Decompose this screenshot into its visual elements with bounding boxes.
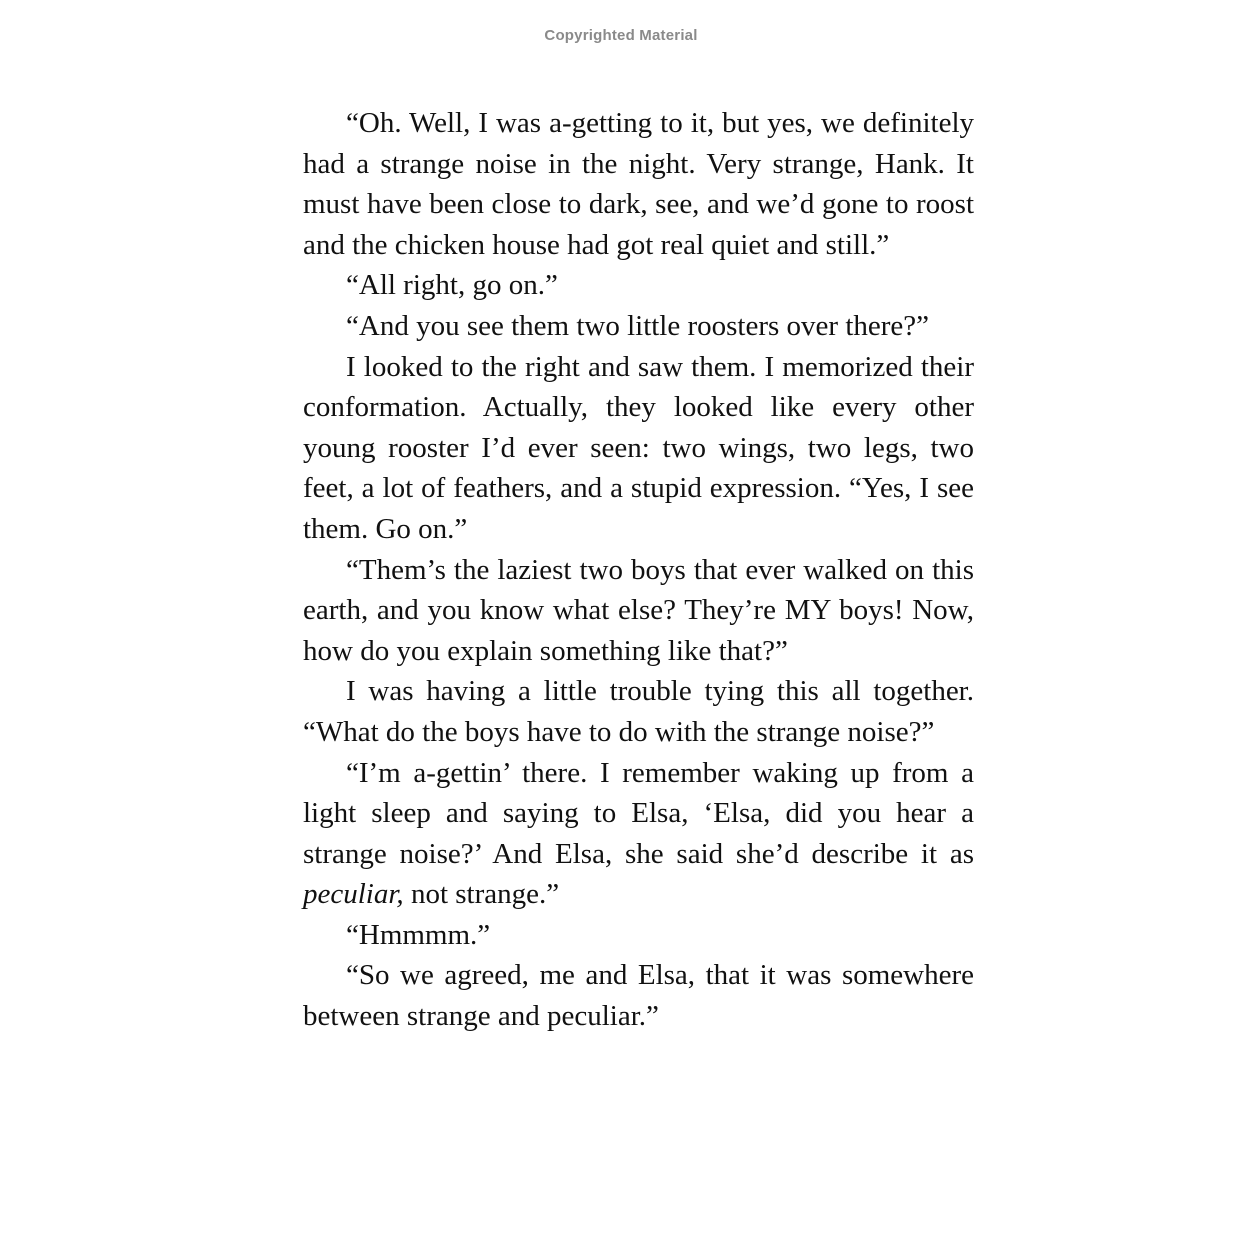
copyright-watermark: Copyrighted Material — [544, 27, 698, 44]
paragraph: “Oh. Well, I was a-getting to it, but yes, we definitely had a strange noise in the night. Very strange, Hank. It must have been close to dark, see, and we’d gone to roost and the chicken house had got real quiet and still.” — [303, 107, 974, 261]
paragraph: “Hmmmm.” — [346, 918, 491, 951]
paragraph: “And you see them two little roosters over there?” — [346, 309, 930, 342]
paragraph-text: “I’m a-gettin’ there. I remember waking up from a light sleep and saying to Elsa, ‘Elsa, did you hear a strange noise?’ And Elsa, she said she’d describe it as — [303, 756, 974, 870]
paragraph: I was having a little trouble tying this all together. “What do the boys have to do with the strange noise?” — [303, 675, 974, 748]
emphasized-word: peculiar, — [303, 878, 404, 911]
paragraph-text: not strange.” — [403, 878, 560, 911]
paragraph: “So we agreed, me and Elsa, that it was somewhere between strange and peculiar.” — [303, 959, 974, 1033]
paragraph: “All right, go on.” — [346, 269, 558, 302]
paragraph — [303, 753, 974, 915]
paragraph: I looked to the right and saw them. I memorized their conformation. Actually, they looked like every other young rooster I’d ever seen: two wings, two legs, two feet, a lot of feathers, and a stupid expression. “Yes, I see them. Go on.” — [303, 350, 974, 545]
page-body — [303, 103, 974, 1037]
paragraph: “Them’s the laziest two boys that ever walked on this earth, and you know what else? They’re MY boys! Now, how do you explain something like that?” — [303, 553, 974, 667]
